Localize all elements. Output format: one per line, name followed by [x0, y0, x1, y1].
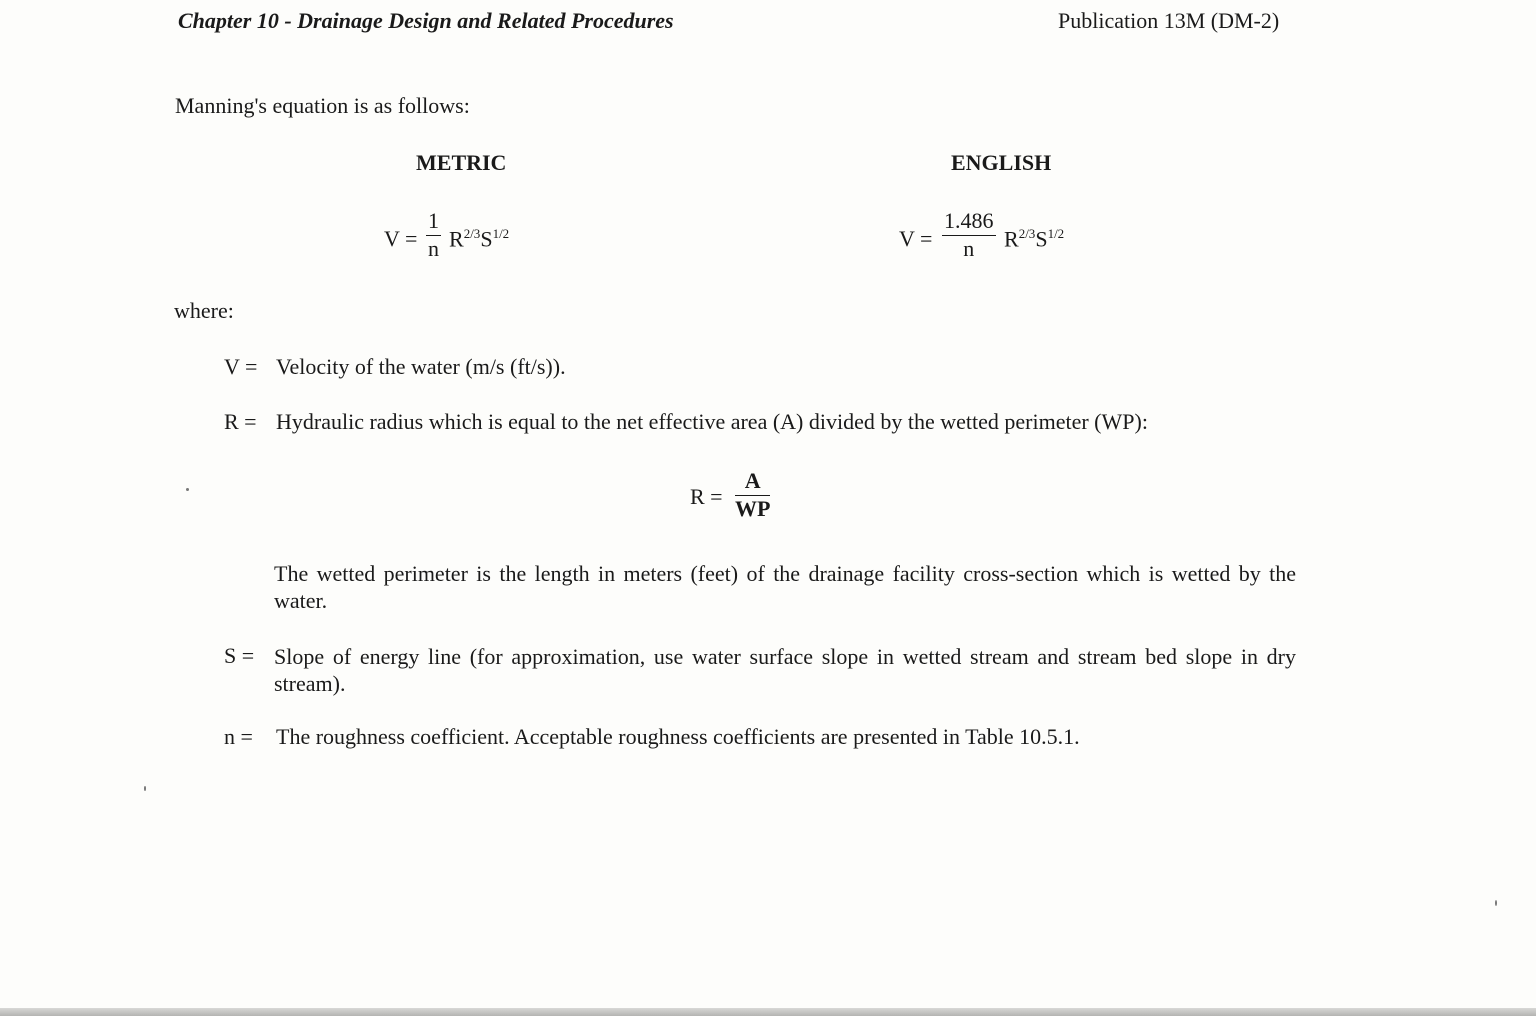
english-numerator: 1.486 — [942, 208, 996, 236]
page-bottom-edge — [0, 1008, 1536, 1016]
english-denominator: n — [963, 236, 975, 261]
radius-fraction — [735, 468, 770, 522]
definition-n-text: The roughness coefficient. Acceptable roughness coefficients are presented in Table 10.5.1. — [276, 724, 1080, 749]
english-fraction — [942, 208, 996, 262]
scan-speck — [144, 786, 146, 791]
definition-n-symbol: n = — [224, 724, 253, 749]
definition-v-symbol: V = — [224, 354, 258, 379]
english-lhs: V = — [899, 226, 933, 251]
definition-v-text: Velocity of the water (m/s (ft/s)). — [276, 354, 566, 379]
where-label: where: — [174, 298, 234, 323]
metric-s-exponent: 1/2 — [492, 226, 510, 241]
english-heading: ENGLISH — [951, 150, 1052, 175]
english-s-exponent: 1/2 — [1047, 226, 1065, 241]
english-terms — [1004, 226, 1064, 252]
metric-r-exponent: 2/3 — [463, 226, 481, 241]
chapter-title: Chapter 10 - Drainage Design and Related Procedures — [178, 8, 674, 33]
english-r: R — [1004, 226, 1019, 252]
wetted-perimeter-note: The wetted perimeter is the length in meters (feet) of the drainage facility cross-section which is wetted by the water. — [274, 561, 1296, 613]
publication-number: Publication 13M (DM-2) — [1058, 8, 1280, 33]
metric-numerator: 1 — [426, 208, 441, 236]
intro-text: Manning's equation is as follows: — [175, 93, 470, 118]
definition-r-symbol: R = — [224, 409, 257, 434]
radius-lhs: R = — [690, 484, 723, 509]
metric-s: S — [480, 226, 493, 252]
radius-denominator: WP — [735, 496, 771, 521]
definition-r-text: Hydraulic radius which is equal to the net effective area (A) divided by the wetted perimeter (WP): — [276, 409, 1148, 434]
scan-speck — [1495, 900, 1497, 906]
scan-speck — [186, 488, 189, 491]
metric-lhs: V = — [384, 226, 418, 251]
radius-numerator: A — [735, 468, 770, 496]
metric-fraction — [426, 208, 441, 262]
english-r-exponent: 2/3 — [1018, 226, 1036, 241]
metric-terms — [449, 226, 509, 252]
metric-r: R — [449, 226, 464, 252]
metric-heading: METRIC — [416, 150, 507, 175]
metric-denominator: n — [428, 236, 439, 261]
definition-s-symbol: S = — [224, 643, 255, 668]
definition-s-text: Slope of energy line (for approximation, use water surface slope in wetted stream and stream bed slope in dry stream). — [274, 644, 1296, 696]
english-s: S — [1035, 226, 1048, 252]
